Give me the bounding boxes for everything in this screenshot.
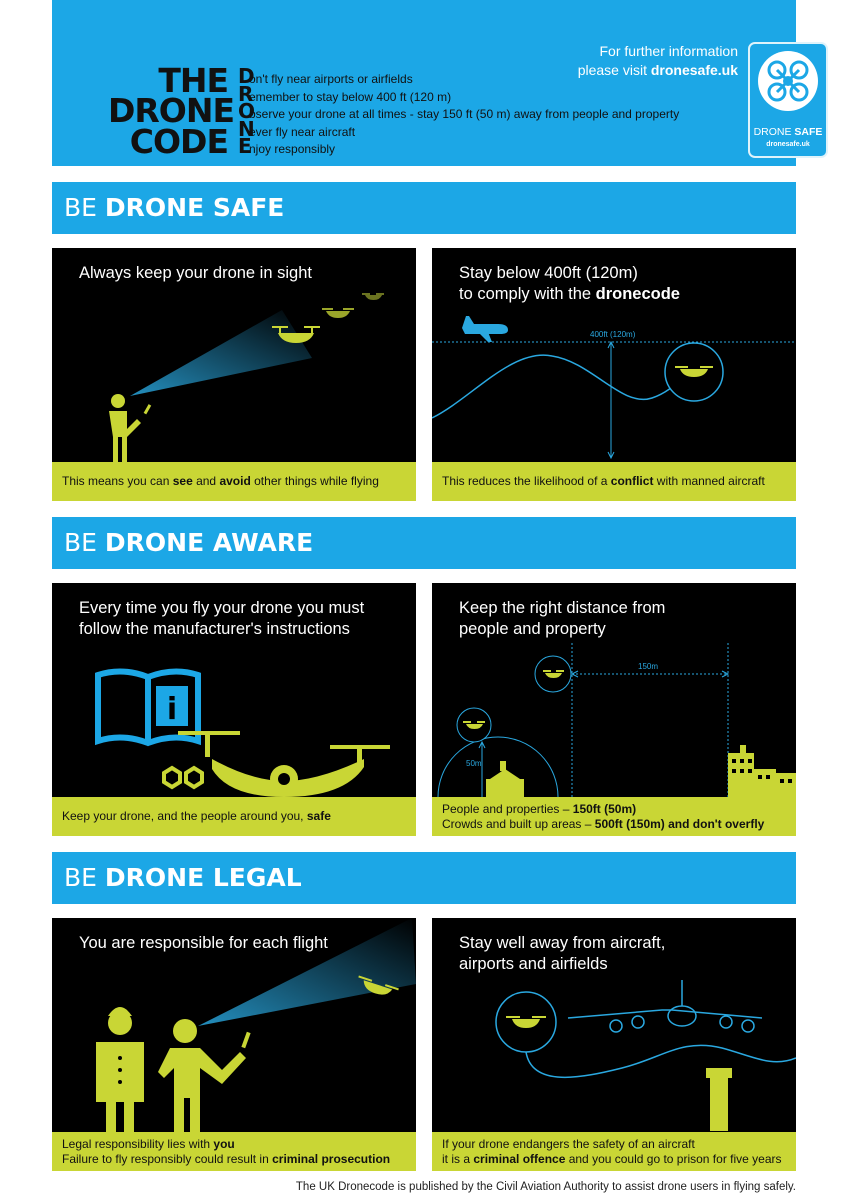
info-prefix: please visit xyxy=(577,62,651,78)
panel-stay-below xyxy=(432,248,796,501)
caption-text: it is a xyxy=(442,1151,474,1166)
caption-text: other things while flying xyxy=(250,474,379,488)
badge-title xyxy=(750,126,826,139)
caption-text: This reduces the likelihood of a xyxy=(442,474,611,488)
title-line-2: follow the manufacturer's instructions xyxy=(79,620,350,638)
rule-letter: R xyxy=(238,81,254,106)
caption-line-2 xyxy=(442,817,786,832)
title-line-2: airports and airfields xyxy=(459,955,608,973)
caption-text: Failure to fly responsibly could result in xyxy=(62,1151,273,1166)
caption-text: Crowds and built up areas – xyxy=(442,816,595,831)
badge-title-a: DRONE xyxy=(753,126,795,138)
panel-manufacturer xyxy=(52,583,416,836)
caption-line xyxy=(62,474,406,489)
rule-letter: E xyxy=(238,134,252,159)
caption-bold: you xyxy=(213,1136,235,1151)
panel-caption xyxy=(52,1132,416,1171)
rule-text: bserve your drone at all times - stay 150 ft (50 m) away from people and property xyxy=(249,107,680,122)
hex-nut-icons xyxy=(164,768,202,787)
panel-caption xyxy=(52,797,416,836)
pilot-person-icon xyxy=(158,1019,251,1138)
caption-line-1: If your drone endangers the safety of an aircraft xyxy=(442,1136,695,1151)
panel-caption xyxy=(432,797,796,836)
info-url-link[interactable]: dronesafe.uk xyxy=(650,62,738,78)
logo-word-1: THE xyxy=(158,61,228,100)
caption-text: and xyxy=(192,474,220,488)
rule-letter: D xyxy=(238,64,255,88)
drone-icon-mid xyxy=(322,308,354,318)
panel-title: Always keep your drone in sight xyxy=(79,264,312,282)
info-line-2 xyxy=(492,61,738,80)
panel-distance xyxy=(432,583,796,836)
banner-prefix: BE xyxy=(64,863,105,892)
rule-text: on't fly near airports or airfields xyxy=(249,72,413,86)
section-banner-legal xyxy=(52,852,796,904)
city-buildings-icon xyxy=(728,745,796,797)
caption-text: People and properties – xyxy=(442,801,573,816)
drone-safe-badge xyxy=(748,42,828,158)
drone-large-icon xyxy=(178,731,390,797)
panel-title xyxy=(459,933,779,975)
banner-prefix: BE xyxy=(64,193,105,222)
header-banner xyxy=(52,0,823,166)
title-line-1: Every time you fly your drone you must xyxy=(79,599,365,617)
panel-responsible xyxy=(52,918,416,1171)
rule-r xyxy=(238,81,679,106)
caption-text: Legal responsibility lies with xyxy=(62,1136,214,1151)
logo-word-3: CODE xyxy=(129,121,228,161)
caption-bold: avoid xyxy=(219,474,251,488)
panel-title: You are responsible for each flight xyxy=(79,934,328,952)
title-line-1: Stay below 400ft (120m) xyxy=(459,264,638,282)
rule-letter: N xyxy=(238,116,255,141)
panel-caption xyxy=(432,1132,796,1171)
panel-title xyxy=(79,598,399,640)
distance-label-150: 150m xyxy=(638,662,659,671)
caption-bold: 150ft (50m) xyxy=(572,801,637,816)
rule-e xyxy=(238,134,679,159)
title-line-2: people and property xyxy=(459,620,606,638)
rule-o xyxy=(238,99,680,124)
panel-title xyxy=(459,598,779,640)
section-banner-safe xyxy=(52,182,796,234)
svg-text:i: i xyxy=(166,692,178,727)
rule-letter: O xyxy=(238,99,256,124)
caption-bold: criminal offence xyxy=(473,1151,566,1166)
panel-aircraft xyxy=(432,918,796,1171)
caption-text: and you could go to prison for five years xyxy=(565,1151,782,1166)
caption-line-2 xyxy=(442,1152,786,1167)
section-banner-aware xyxy=(52,517,796,569)
distance-label-50: 50m xyxy=(466,759,482,768)
airplane-icon xyxy=(462,316,508,342)
panel-caption xyxy=(432,462,796,501)
rule-text: emember to stay below 400 ft (120 m) xyxy=(249,89,452,104)
further-info xyxy=(492,42,738,80)
control-tower-icon xyxy=(706,1068,732,1131)
dronecode-rules xyxy=(238,64,680,159)
caption-bold: see xyxy=(172,474,193,488)
title-line-1: Stay well away from aircraft, xyxy=(459,934,666,952)
badge-url: dronesafe.uk xyxy=(766,141,810,148)
height-label: 400ft (120m) xyxy=(590,330,636,339)
caption-line-2 xyxy=(62,1152,406,1167)
caption-bold: conflict xyxy=(610,474,654,488)
caption-line xyxy=(62,809,406,824)
caption-text: This means you can xyxy=(62,474,173,488)
rule-text: ever fly near aircraft xyxy=(249,124,356,139)
banner-title: DRONE AWARE xyxy=(104,528,314,557)
info-line-1: For further information xyxy=(599,43,738,59)
rule-n xyxy=(238,116,679,141)
airliner-icon xyxy=(568,980,762,1032)
caption-bold: safe xyxy=(306,809,331,823)
title-bold: dronecode xyxy=(595,285,680,303)
police-officer-icon xyxy=(96,1007,144,1138)
caption-line-1 xyxy=(442,802,786,817)
caption-line xyxy=(442,474,786,489)
house-icon xyxy=(486,761,524,797)
caption-bold: criminal prosecution xyxy=(272,1151,391,1166)
dronecode-logo xyxy=(108,61,235,161)
banner-title: DRONE SAFE xyxy=(104,193,285,222)
banner-title: DRONE LEGAL xyxy=(104,863,302,892)
title-line-2 xyxy=(459,284,779,305)
logo-word-2: DRONE xyxy=(108,91,235,131)
footer-note: The UK Dronecode is published by the Civil Aviation Authority to assist drone users in flying safely. xyxy=(295,1181,796,1193)
title-line-1: Keep the right distance from xyxy=(459,599,666,617)
panel-caption xyxy=(52,462,416,501)
drone-safe-circle xyxy=(758,51,818,111)
banner-prefix: BE xyxy=(64,528,105,557)
panel-title xyxy=(459,263,779,305)
drone-icon-far xyxy=(362,293,384,300)
rule-text: njoy responsibly xyxy=(249,142,336,157)
caption-line-1 xyxy=(62,1137,406,1152)
person-icon xyxy=(109,394,151,463)
quadcopter-icon xyxy=(758,51,818,111)
caption-text: Keep your drone, and the people around you, xyxy=(62,809,307,823)
title-text: to comply with the xyxy=(459,285,596,303)
panel-keep-in-sight xyxy=(52,248,416,501)
badge-title-b: SAFE xyxy=(794,126,823,138)
caption-text: with manned aircraft xyxy=(653,474,765,488)
caption-bold: 500ft (150m) and don't overfly xyxy=(594,816,765,831)
